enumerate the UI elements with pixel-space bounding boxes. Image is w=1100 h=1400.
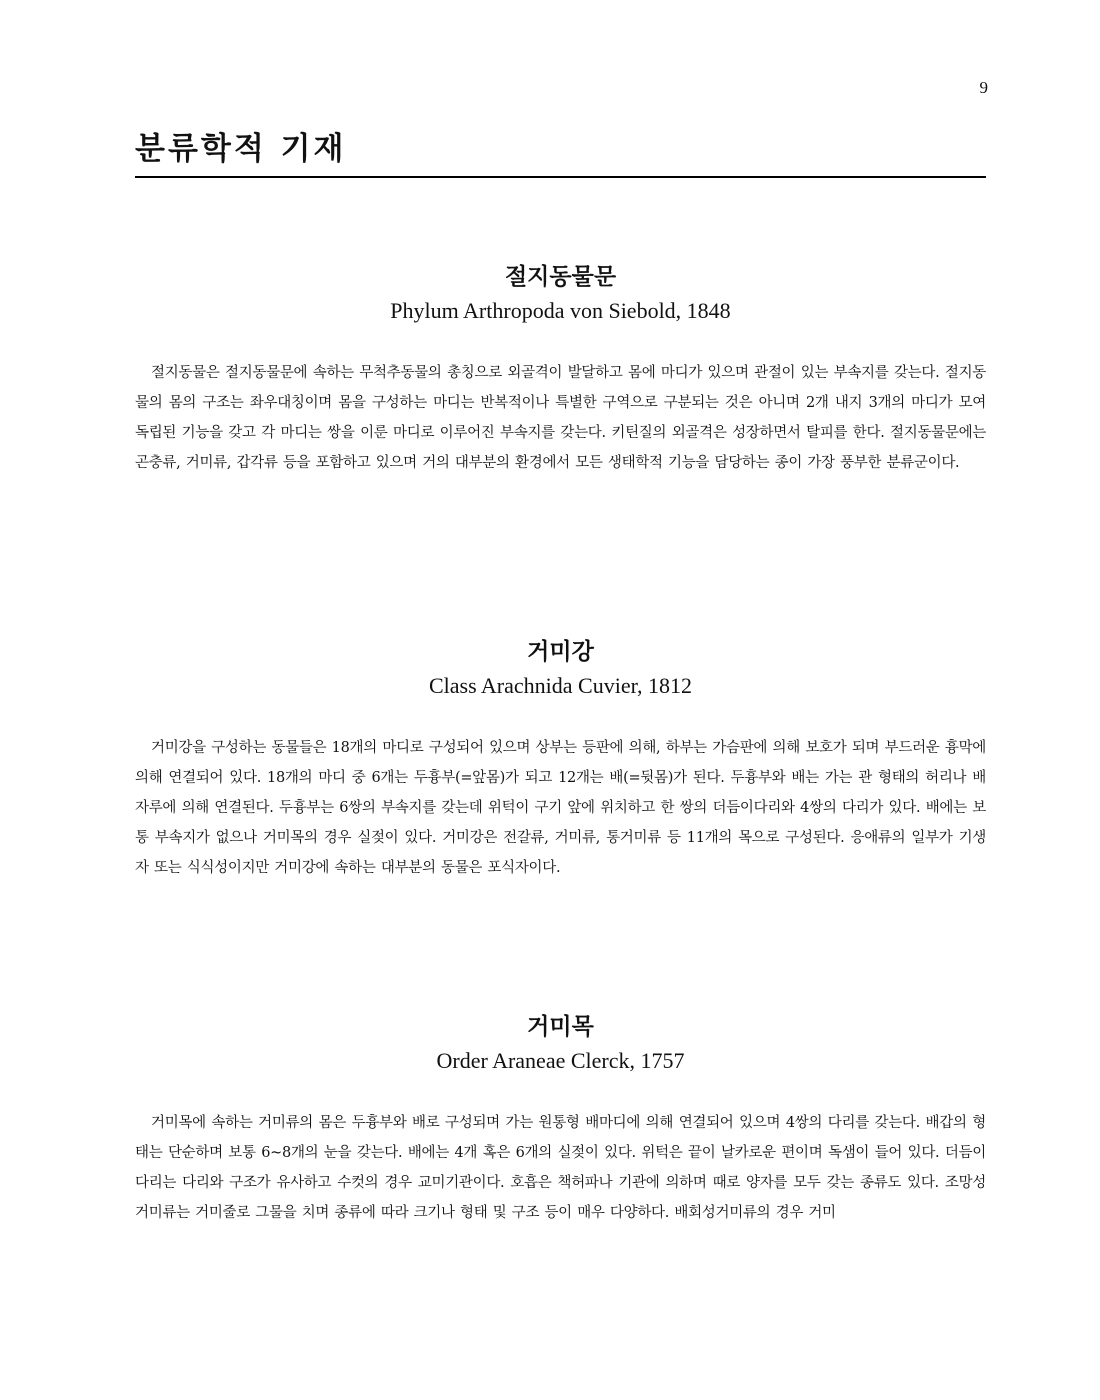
section-phylum [135,262,986,478]
page-number: 9 [979,78,988,97]
section-title: 절지동물문 [504,263,617,290]
section-order [135,1012,986,1228]
section-scientific-name: Class Arachnida Cuvier, 1812 [428,673,693,698]
section-scientific-name: Phylum Arthropoda von Siebold, 1848 [390,298,731,323]
section-paragraph: 거미목에 속하는 거미류의 몸은 두흉부와 배로 구성되며 가는 원통형 배마디에 의해 연결되어 있으며 4쌍의 다리를 갖는다. 배갑의 형태는 단순하며 보통 6~8개의 눈을 갖는다. 배에는 4개 혹은 6개의 실젖이 있다. 위턱은 끝이 날카로운 편이며 독샘이 들어 있다. 더듬이다리는 다리와 구조가 유사하고 수컷의 경우 교미기관이다. 호흡은 책허파나 기관에 의하며 때로 양자를 모두 갖는 종류도 있다. 조망성거미류는 거미줄로 그물을 치며 종류에 따라 크기나 형태 및 구조 등이 매우 다양하다. 배회성거미류의 경우 거미 [135,1115,986,1221]
section-class [135,637,986,883]
section-title: 거미목 [527,1013,594,1040]
chapter-title: 분류학적 기재 [135,130,986,178]
section-scientific-name: Order Araneae Clerck, 1757 [436,1048,685,1073]
section-paragraph: 거미강을 구성하는 동물들은 18개의 마디로 구성되어 있으며 상부는 등판에 의해, 하부는 가슴판에 의해 보호가 되며 부드러운 흉막에 의해 연결되어 있다. 18개의 마디 중 6개는 두흉부(=앞몸)가 되고 12개는 배(=뒷몸)가 된다. 두흉부와 배는 가는 관 형태의 허리나 배자루에 의해 연결된다. 두흉부는 6쌍의 부속지를 갖는데 위턱이 구기 앞에 위치하고 한 쌍의 더듬이다리와 4쌍의 다리가 있다. 배에는 보통 부속지가 없으나 거미목의 경우 실젖이 있다. 거미강은 전갈류, 거미류, 통거미류 등 11개의 목으로 구성된다. 응애류의 일부가 기생자 또는 식식성이지만 거미강에 속하는 대부분의 동물은 포식자이다. [135,740,986,876]
section-title: 거미강 [527,638,594,665]
section-paragraph: 절지동물은 절지동물문에 속하는 무척추동물의 총칭으로 외골격이 발달하고 몸에 마디가 있으며 관절이 있는 부속지를 갖는다. 절지동물의 몸의 구조는 좌우대칭이며 몸을 구성하는 마디는 반복적이나 특별한 구역으로 구분되는 것은 아니며 2개 내지 3개의 마디가 모여 독립된 기능을 갖고 각 마디는 쌍을 이룬 마디로 이루어진 부속지를 갖는다. 키틴질의 외골격은 성장하면서 탈피를 한다. 절지동물문에는 곤충류, 거미류, 갑각류 등을 포함하고 있으며 거의 대부분의 환경에서 모든 생태학적 기능을 담당하는 종이 가장 풍부한 분류군이다. [135,365,986,471]
